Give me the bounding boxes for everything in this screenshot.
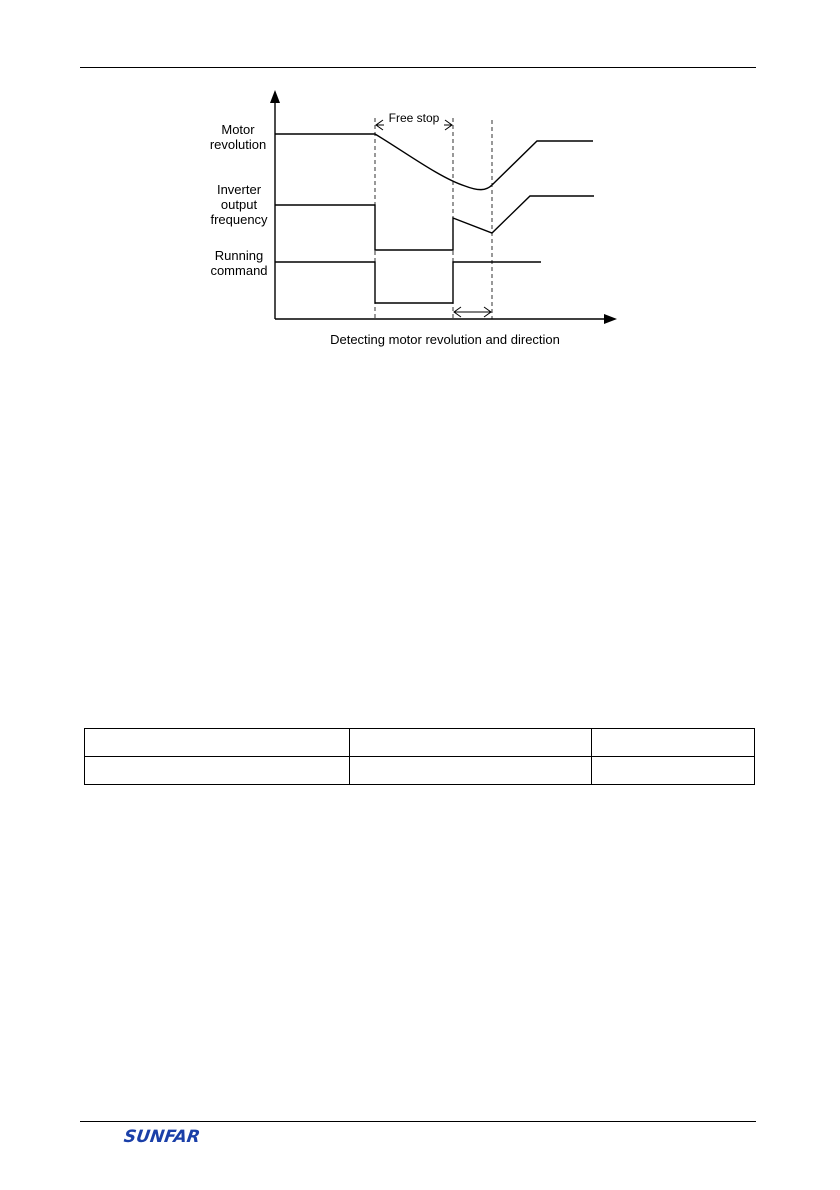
table-cell <box>85 729 350 757</box>
table-cell <box>592 757 755 785</box>
footer-rule <box>80 1121 756 1122</box>
table-cell <box>350 757 592 785</box>
label-free-stop: Free stop <box>384 111 444 126</box>
table-row <box>85 757 755 785</box>
parameter-table <box>84 728 755 785</box>
label-detecting-motor-revolution: Detecting motor revolution and direction <box>330 332 560 347</box>
inverter-frequency-trace <box>275 196 594 250</box>
sunfar-logo: SUNFAR <box>122 1127 202 1147</box>
timing-diagram <box>0 0 840 360</box>
y-axis-arrow <box>270 90 280 103</box>
running-command-trace <box>275 262 541 303</box>
table-cell <box>592 729 755 757</box>
table-cell <box>85 757 350 785</box>
label-motor-revolution: Motor revolution <box>209 122 267 152</box>
motor-revolution-trace <box>275 134 593 190</box>
table-row <box>85 729 755 757</box>
x-axis-arrow <box>604 314 617 324</box>
label-running-command: Running command <box>210 248 268 278</box>
label-inverter-output-frequency: Inverter output frequency <box>210 182 268 227</box>
table-cell <box>350 729 592 757</box>
